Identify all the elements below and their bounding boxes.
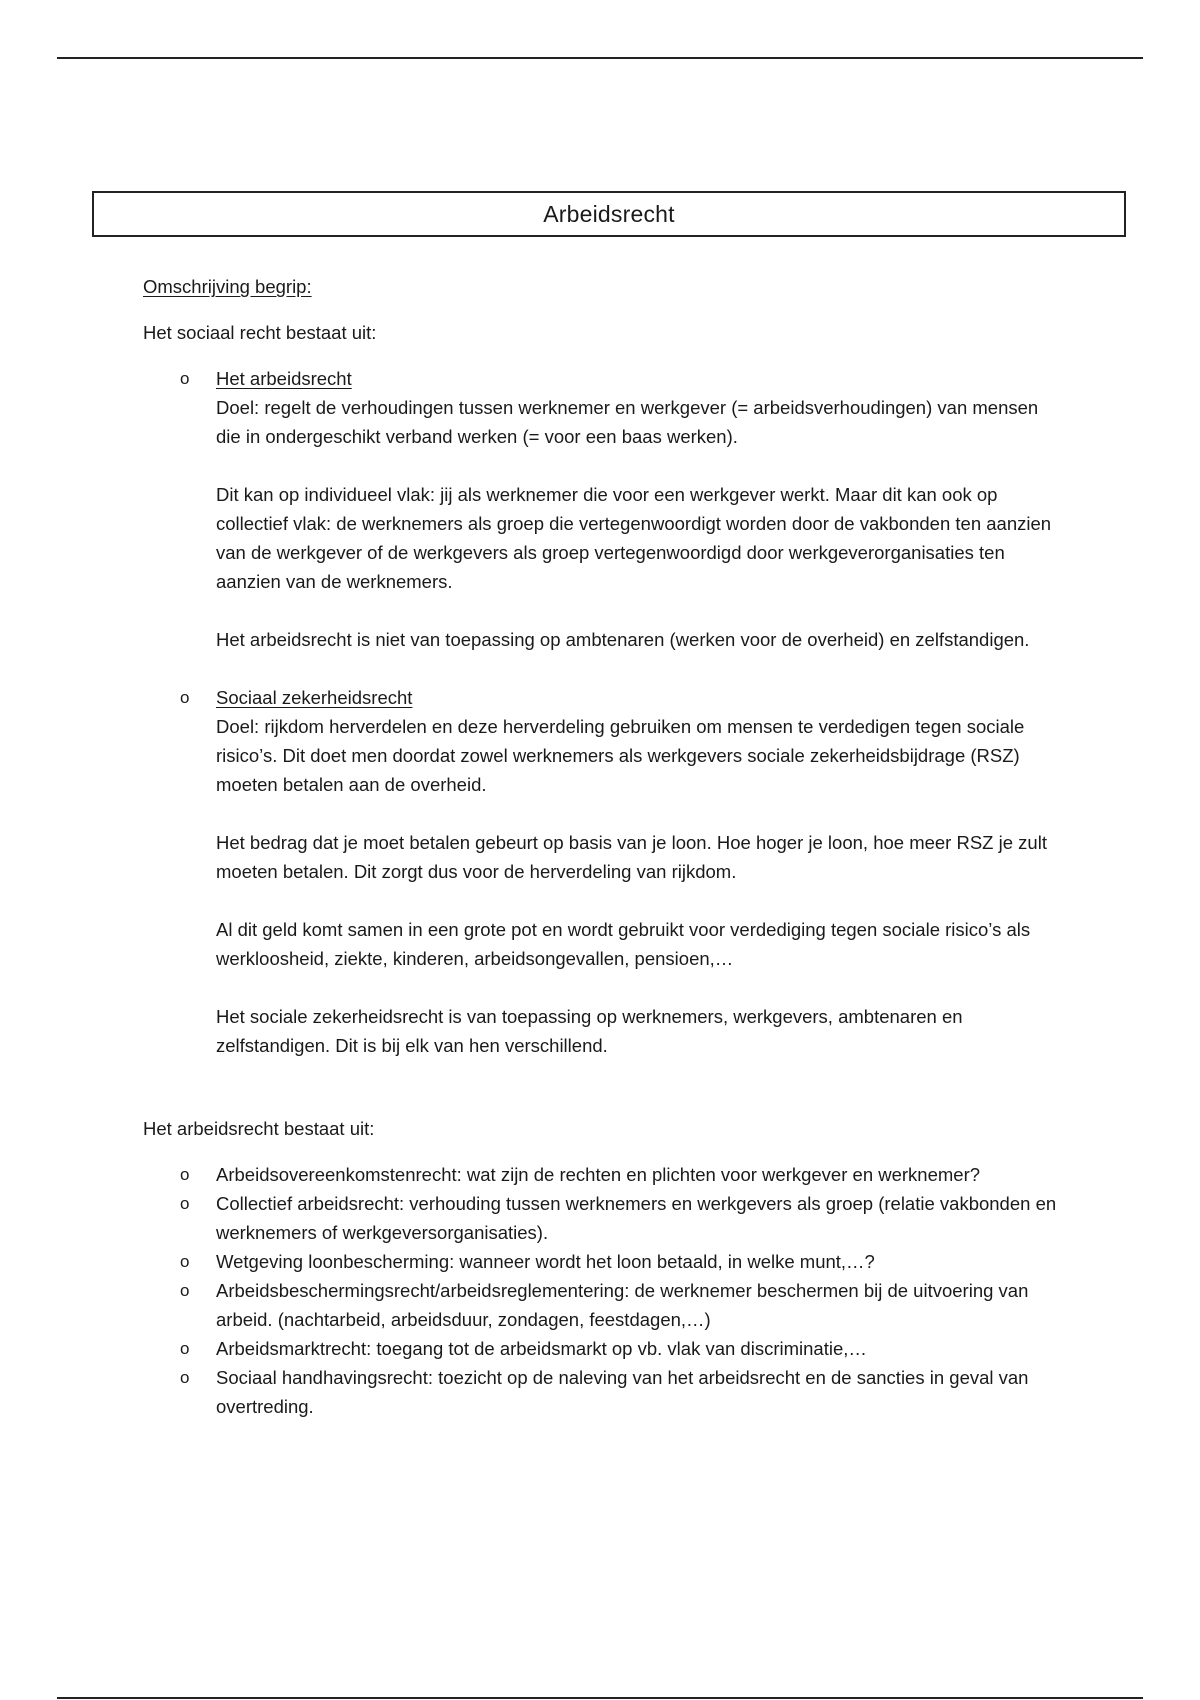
bullet-icon: o — [180, 1252, 190, 1271]
item-paragraph: Het sociale zekerheidsrecht is van toepassing op werknemers, werkgevers, ambtenaren en zelfstandigen. Dit is bij elk van hen verschillend. — [216, 1006, 963, 1056]
intro-paragraph-2: Het arbeidsrecht bestaat uit: — [143, 1118, 375, 1139]
bullet-icon: o — [180, 1281, 190, 1300]
list-item-text: Wetgeving loonbescherming: wanneer wordt het loon betaald, in welke munt,…? — [216, 1251, 875, 1272]
top-divider — [57, 57, 1143, 59]
social-law-list — [143, 364, 1063, 1060]
section-heading: Omschrijving begrip: — [143, 276, 312, 297]
item-paragraph: Doel: regelt de verhoudingen tussen werknemer en werkgever (= arbeidsverhoudingen) van mensen die in ondergeschikt verband werken (= voor een baas werken). — [216, 397, 1039, 447]
item-paragraph: Dit kan op individueel vlak: jij als werknemer die voor een werkgever werkt. Maar dit kan ook op collectief vlak: de werknemers als groep die vertegenwoordigt worden door de vakbonden ten aanzien van de werkgever of de werkgevers als groep vertegenwoordigd door werkgeverorganisaties ten aanzien van de werknemers. — [216, 484, 1052, 592]
list-item-sociaal-zekerheidsrecht — [143, 683, 1063, 1060]
list-item — [143, 1247, 1063, 1276]
labour-law-list — [143, 1160, 1063, 1421]
bullet-icon: o — [180, 369, 190, 388]
document-title-text: Arbeidsrecht — [543, 200, 675, 227]
intro-paragraph-1: Het sociaal recht bestaat uit: — [143, 322, 377, 343]
list-item-text: Collectief arbeidsrecht: verhouding tussen werknemers en werkgevers als groep (relatie vakbonden en werknemers of werkgeversorganisaties). — [216, 1193, 1057, 1243]
bullet-icon: o — [180, 1194, 190, 1213]
bullet-icon: o — [180, 688, 190, 707]
list-item — [143, 1334, 1063, 1363]
item-paragraph: Het bedrag dat je moet betalen gebeurt op basis van je loon. Hoe hoger je loon, hoe meer RSZ je zult moeten betalen. Dit zorgt dus voor de herverdeling van rijkdom. — [216, 832, 1047, 882]
list-item — [143, 1276, 1063, 1334]
list-item-text: Arbeidsovereenkomstenrecht: wat zijn de rechten en plichten voor werkgever en werknemer? — [216, 1164, 981, 1185]
list-item-arbeidsrecht — [143, 364, 1063, 654]
bullet-icon: o — [180, 1165, 190, 1184]
item-title: Sociaal zekerheidsrecht — [216, 687, 413, 708]
item-paragraph: Het arbeidsrecht is niet van toepassing op ambtenaren (werken voor de overheid) en zelfstandigen. — [216, 629, 1030, 650]
list-item — [143, 1160, 1063, 1189]
list-item — [143, 1189, 1063, 1247]
list-item-text: Sociaal handhavingsrecht: toezicht op de naleving van het arbeidsrecht en de sancties in geval van overtreding. — [216, 1367, 1029, 1417]
bullet-icon: o — [180, 1339, 190, 1358]
item-paragraph: Al dit geld komt samen in een grote pot en wordt gebruikt voor verdediging tegen sociale risico’s als werkloosheid, ziekte, kinderen, arbeidsongevallen, pensioen,… — [216, 919, 1031, 969]
bullet-icon: o — [180, 1368, 190, 1387]
item-paragraph: Doel: rijkdom herverdelen en deze herverdeling gebruiken om mensen te verdedigen tegen sociale risico’s. Dit doet men doordat zowel werknemers als werkgevers sociale zekerheidsbijdrage (RSZ) moeten betalen aan de overheid. — [216, 716, 1025, 795]
bottom-divider — [57, 1697, 1143, 1699]
list-item-text: Arbeidsbeschermingsrecht/arbeidsreglementering: de werknemer beschermen bij de uitvoering van arbeid. (nachtarbeid, arbeidsduur, zondagen, feestdagen,…) — [216, 1280, 1029, 1330]
document-title — [92, 191, 1126, 237]
item-title: Het arbeidsrecht — [216, 368, 352, 389]
list-item — [143, 1363, 1063, 1421]
document-body — [143, 272, 1063, 1421]
list-item-text: Arbeidsmarktrecht: toegang tot de arbeidsmarkt op vb. vlak van discriminatie,… — [216, 1338, 867, 1359]
